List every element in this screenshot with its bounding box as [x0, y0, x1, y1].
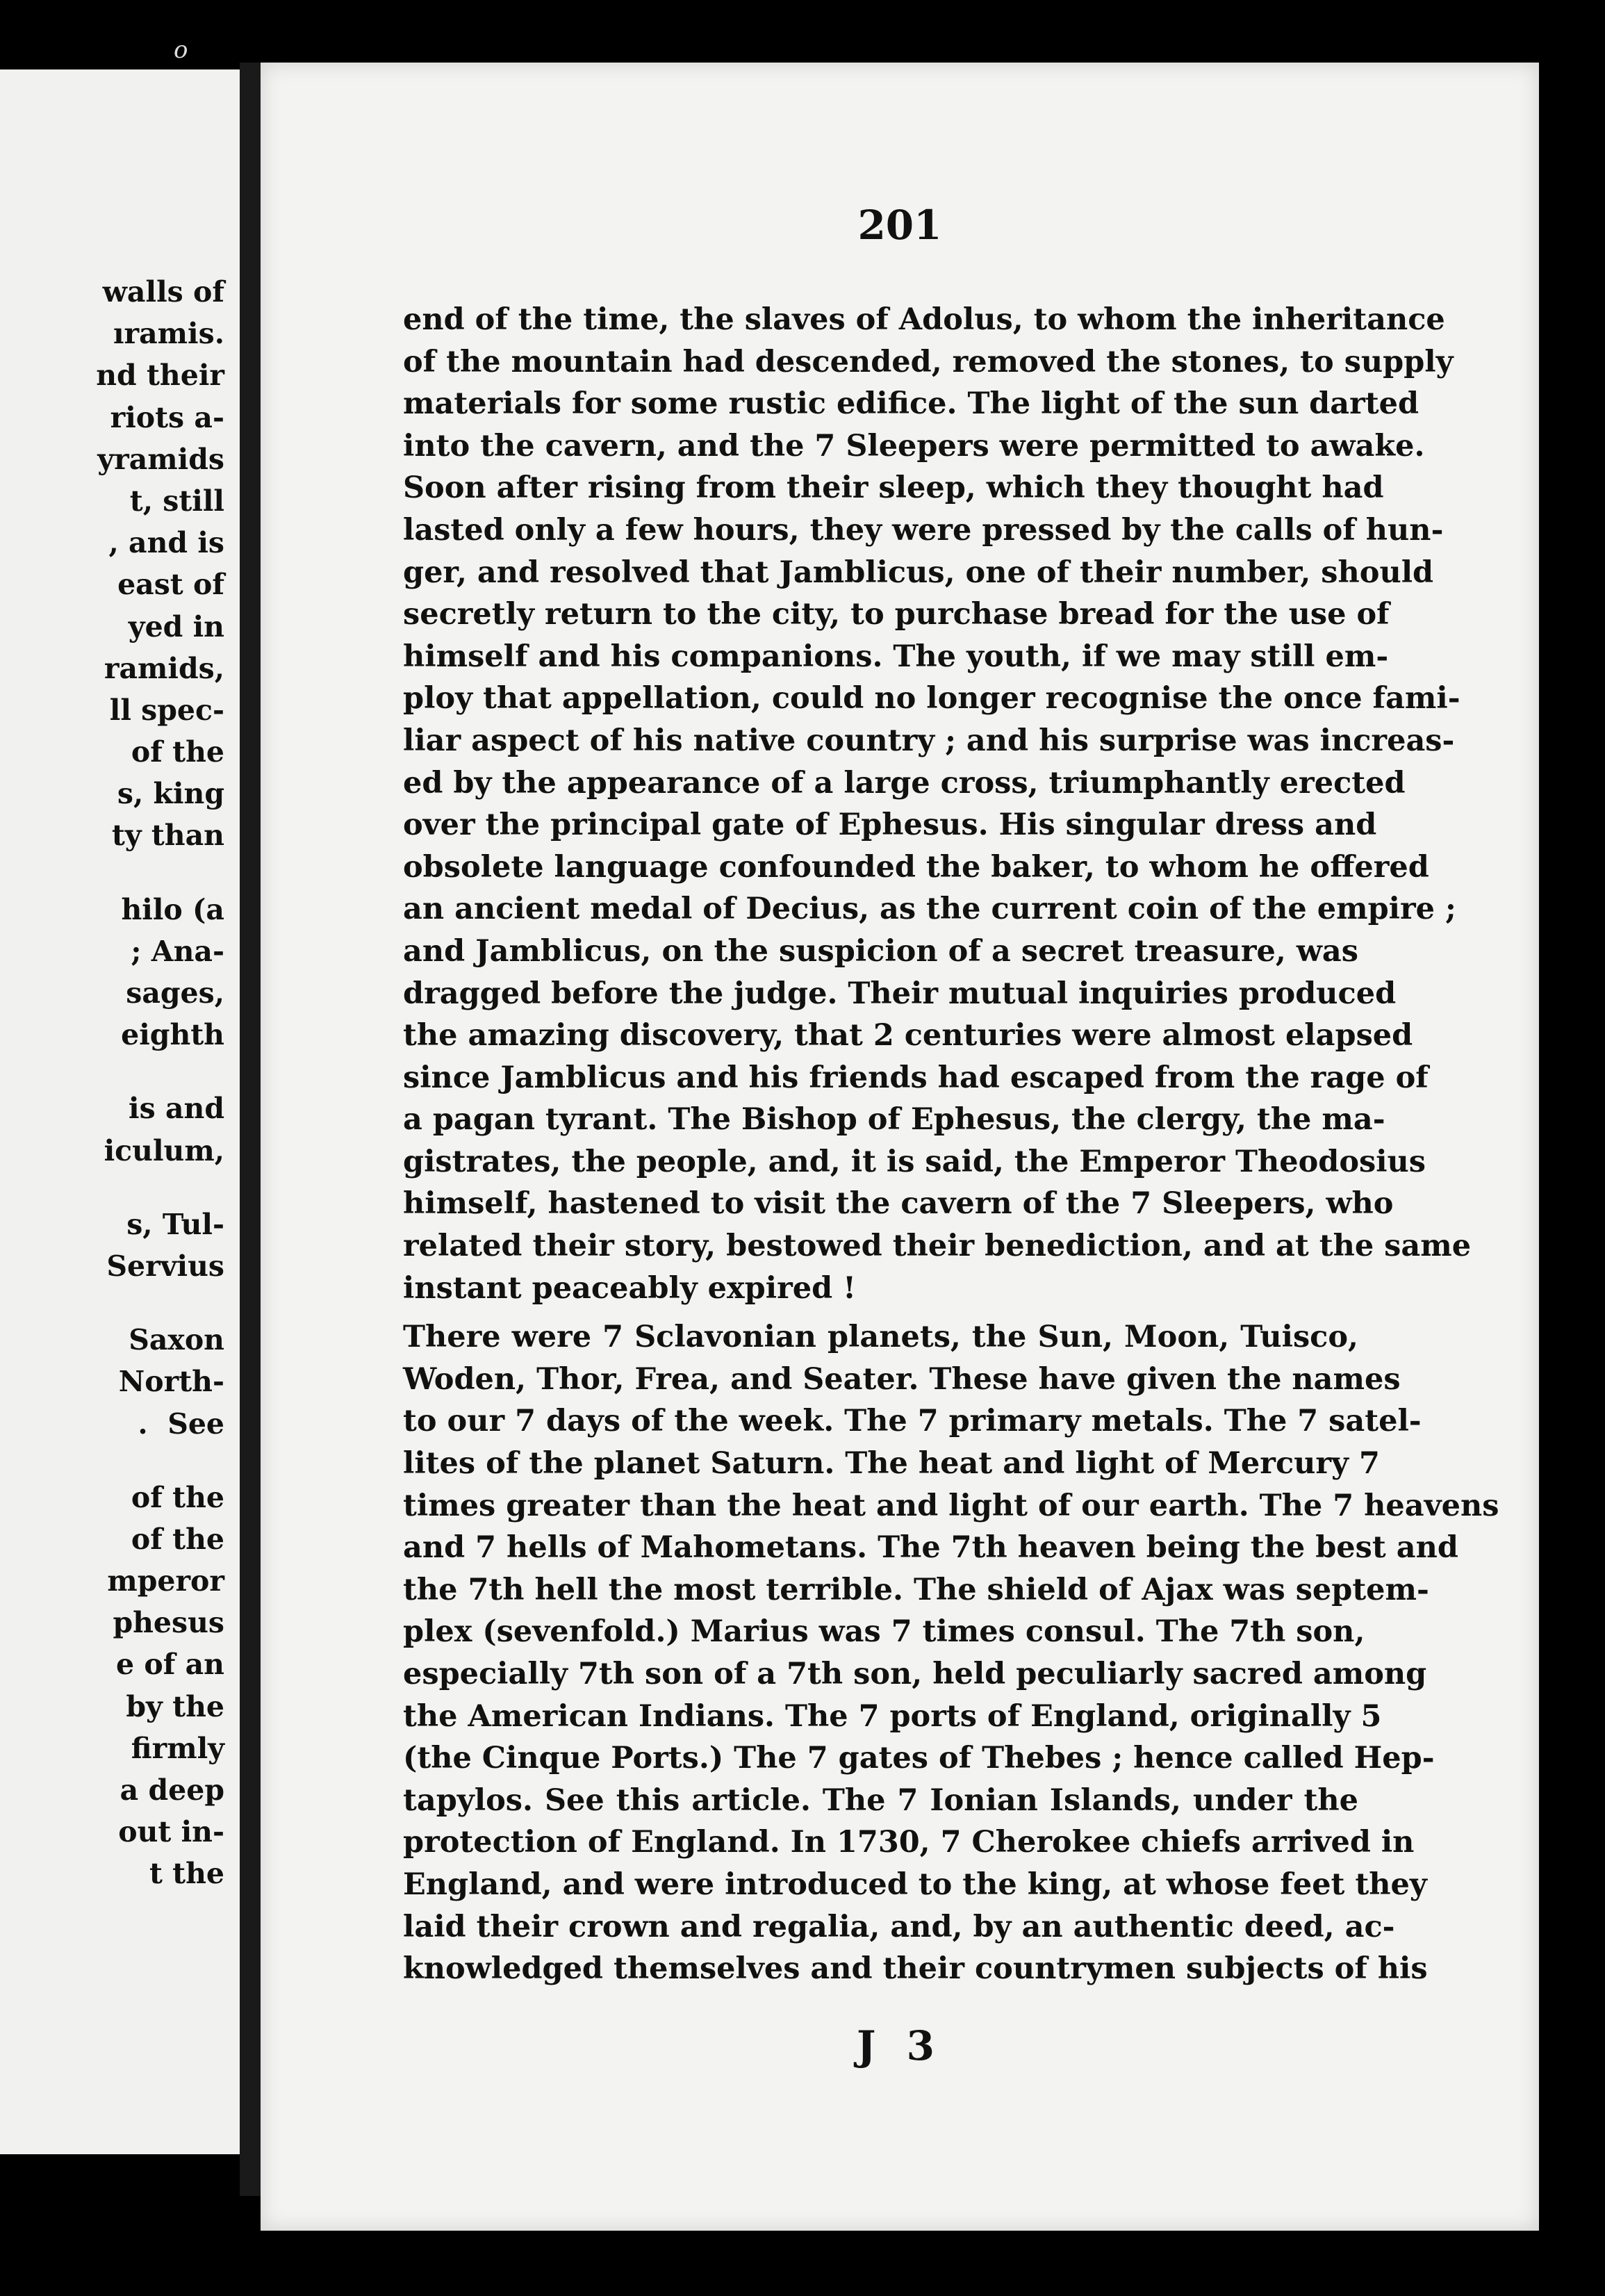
text-line: a pagan tyrant. The Bishop of Ephesus, the clergy, the ma- — [403, 1102, 1385, 1138]
left-page-line: yramids — [97, 442, 224, 476]
left-page-line — [96, 1287, 224, 1319]
text-line: England, and were introduced to the king, at whose feet they — [403, 1867, 1427, 1902]
left-page-line: a deep — [120, 1773, 224, 1807]
signature-mark: J 3 — [857, 2022, 943, 2069]
text-line: ploy that appellation, could no longer recognise the once fami- — [403, 681, 1460, 716]
text-line: Woden, Thor, Frea, and Seater. These have given the names — [403, 1361, 1401, 1397]
text-line: ed by the appearance of a large cross, triumphantly erected — [403, 765, 1406, 801]
left-page-line — [96, 1445, 224, 1477]
left-page-line: eighth — [121, 1018, 224, 1052]
text-line: tapylos. See this article. The 7 Ionian Islands, under the — [403, 1782, 1358, 1818]
left-page-line: Saxon — [129, 1323, 224, 1357]
text-line: liar aspect of his native country ; and his surprise was increas- — [403, 723, 1455, 758]
left-page-line: east of — [117, 568, 224, 602]
text-line: laid their crown and regalia, and, by an authentic deed, ac- — [403, 1909, 1395, 1944]
left-page-line: ty than — [111, 819, 224, 853]
text-line: into the cavern, and the 7 Sleepers were permitted to awake. — [403, 428, 1425, 464]
text-line: the amazing discovery, that 2 centuries were almost elapsed — [403, 1018, 1413, 1053]
text-line: Soon after rising from their sleep, which they thought had — [403, 470, 1384, 506]
left-page-line: is and — [129, 1092, 224, 1126]
left-page-line: s, king — [117, 777, 224, 811]
left-page-line: t, still — [129, 484, 224, 518]
text-line: times greater than the heat and light of our earth. The 7 heavens — [403, 1488, 1499, 1523]
left-page-line: riots a- — [110, 400, 224, 434]
left-page-line: . See — [138, 1407, 224, 1441]
text-line: gistrates, the people, and, it is said, the Emperor Theodosius — [403, 1144, 1426, 1179]
left-page-line: ; Ana- — [131, 934, 224, 968]
text-line: and 7 hells of Mahometans. The 7th heaven being the best and — [403, 1530, 1458, 1566]
text-line: (the Cinque Ports.) The 7 gates of Thebes ; hence called Hep- — [403, 1741, 1435, 1776]
text-line: since Jamblicus and his friends had escaped from the rage of — [403, 1060, 1429, 1095]
left-page-line: out in- — [118, 1815, 224, 1849]
paragraph — [403, 299, 1472, 1309]
text-line: ger, and resolved that Jamblicus, one of their number, should — [403, 555, 1434, 590]
left-page-line: ıramis. — [113, 317, 224, 351]
text-line: knowledged themselves and their countrymen subjects of his — [403, 1951, 1428, 1987]
text-line: materials for some rustic edifice. The light of the sun darted — [403, 386, 1419, 422]
left-page-line: s, Tul- — [126, 1207, 224, 1241]
paragraph — [403, 1316, 1499, 1990]
left-page-line: yed in — [128, 609, 224, 643]
left-page-line: e of an — [116, 1648, 224, 1682]
body-text — [403, 299, 1499, 1990]
text-line: obsolete language confounded the baker, to whom he offered — [403, 849, 1429, 885]
text-line: instant peaceably expired ! — [403, 1270, 856, 1306]
text-line: and Jamblicus, on the suspicion of a secret treasure, was — [403, 933, 1358, 969]
left-page-line: phesus — [113, 1606, 224, 1640]
text-line: of the mountain had descended, removed the stones, to supply — [403, 344, 1454, 379]
left-page-line: hilo (a — [121, 892, 224, 926]
left-page-line: ramids, — [104, 651, 224, 685]
left-page-line: ll spec- — [109, 693, 224, 727]
left-page-line: Servius — [106, 1249, 224, 1283]
left-page-line: North- — [118, 1365, 224, 1399]
left-page-line: of the — [121, 735, 224, 769]
text-line: an ancient medal of Decius, as the current coin of the empire ; — [403, 892, 1456, 927]
left-page-line: walls of — [102, 275, 224, 309]
left-page-line: t the — [149, 1857, 224, 1891]
text-line: himself and his companions. The youth, if we may still em- — [403, 639, 1389, 674]
left-page-line: by the — [126, 1689, 224, 1723]
text-line: protection of England. In 1730, 7 Cherokee chiefs arrived in — [403, 1825, 1415, 1860]
text-line: himself, hastened to visit the cavern of the 7 Sleepers, who — [403, 1186, 1394, 1222]
text-line: over the principal gate of Ephesus. His singular dress and — [403, 807, 1377, 843]
left-page-line: mperor — [107, 1564, 224, 1598]
left-page-line: sages, — [126, 976, 224, 1010]
text-line: end of the time, the slaves of Adolus, to whom the inheritance — [403, 302, 1445, 337]
left-page-line — [96, 857, 224, 889]
left-page-line — [96, 1056, 224, 1088]
left-page-line: of the — [131, 1522, 224, 1556]
left-page-line: firmly — [131, 1731, 224, 1765]
text-line: dragged before the judge. Their mutual inquiries produced — [403, 976, 1397, 1011]
text-line: There were 7 Sclavonian planets, the Sun, Moon, Tuisco, — [403, 1320, 1358, 1355]
left-page-line — [96, 1172, 224, 1204]
left-page-line: of the — [131, 1480, 224, 1514]
text-line: secretly return to the city, to purchase bread for the use of — [403, 597, 1390, 632]
text-line: plex (sevenfold.) Marius was 7 times consul. The 7th son, — [403, 1614, 1365, 1650]
text-line: related their story, bestowed their benediction, and at the same — [403, 1229, 1472, 1264]
text-line: the 7th hell the most terrible. The shield of Ajax was septem- — [403, 1572, 1429, 1607]
right-page — [261, 63, 1539, 2231]
book-gutter — [240, 63, 263, 2196]
left-page-line: iculum, — [104, 1133, 224, 1167]
text-line: the American Indians. The 7 ports of England, originally 5 — [403, 1698, 1382, 1734]
left-page-line: nd their — [96, 359, 224, 393]
corner-mark: o — [174, 36, 188, 64]
left-page — [0, 69, 242, 2154]
left-page-line: , and is — [108, 526, 224, 560]
text-line: to our 7 days of the week. The 7 primary metals. The 7 satel- — [403, 1404, 1422, 1439]
page-number: 201 — [857, 202, 942, 249]
text-line: lites of the planet Saturn. The heat and light of Mercury 7 — [403, 1446, 1380, 1482]
text-line: lasted only a few hours, they were pressed by the calls of hun- — [403, 512, 1444, 548]
left-page-text — [96, 271, 224, 1895]
text-line: especially 7th son of a 7th son, held peculiarly sacred among — [403, 1657, 1427, 1691]
